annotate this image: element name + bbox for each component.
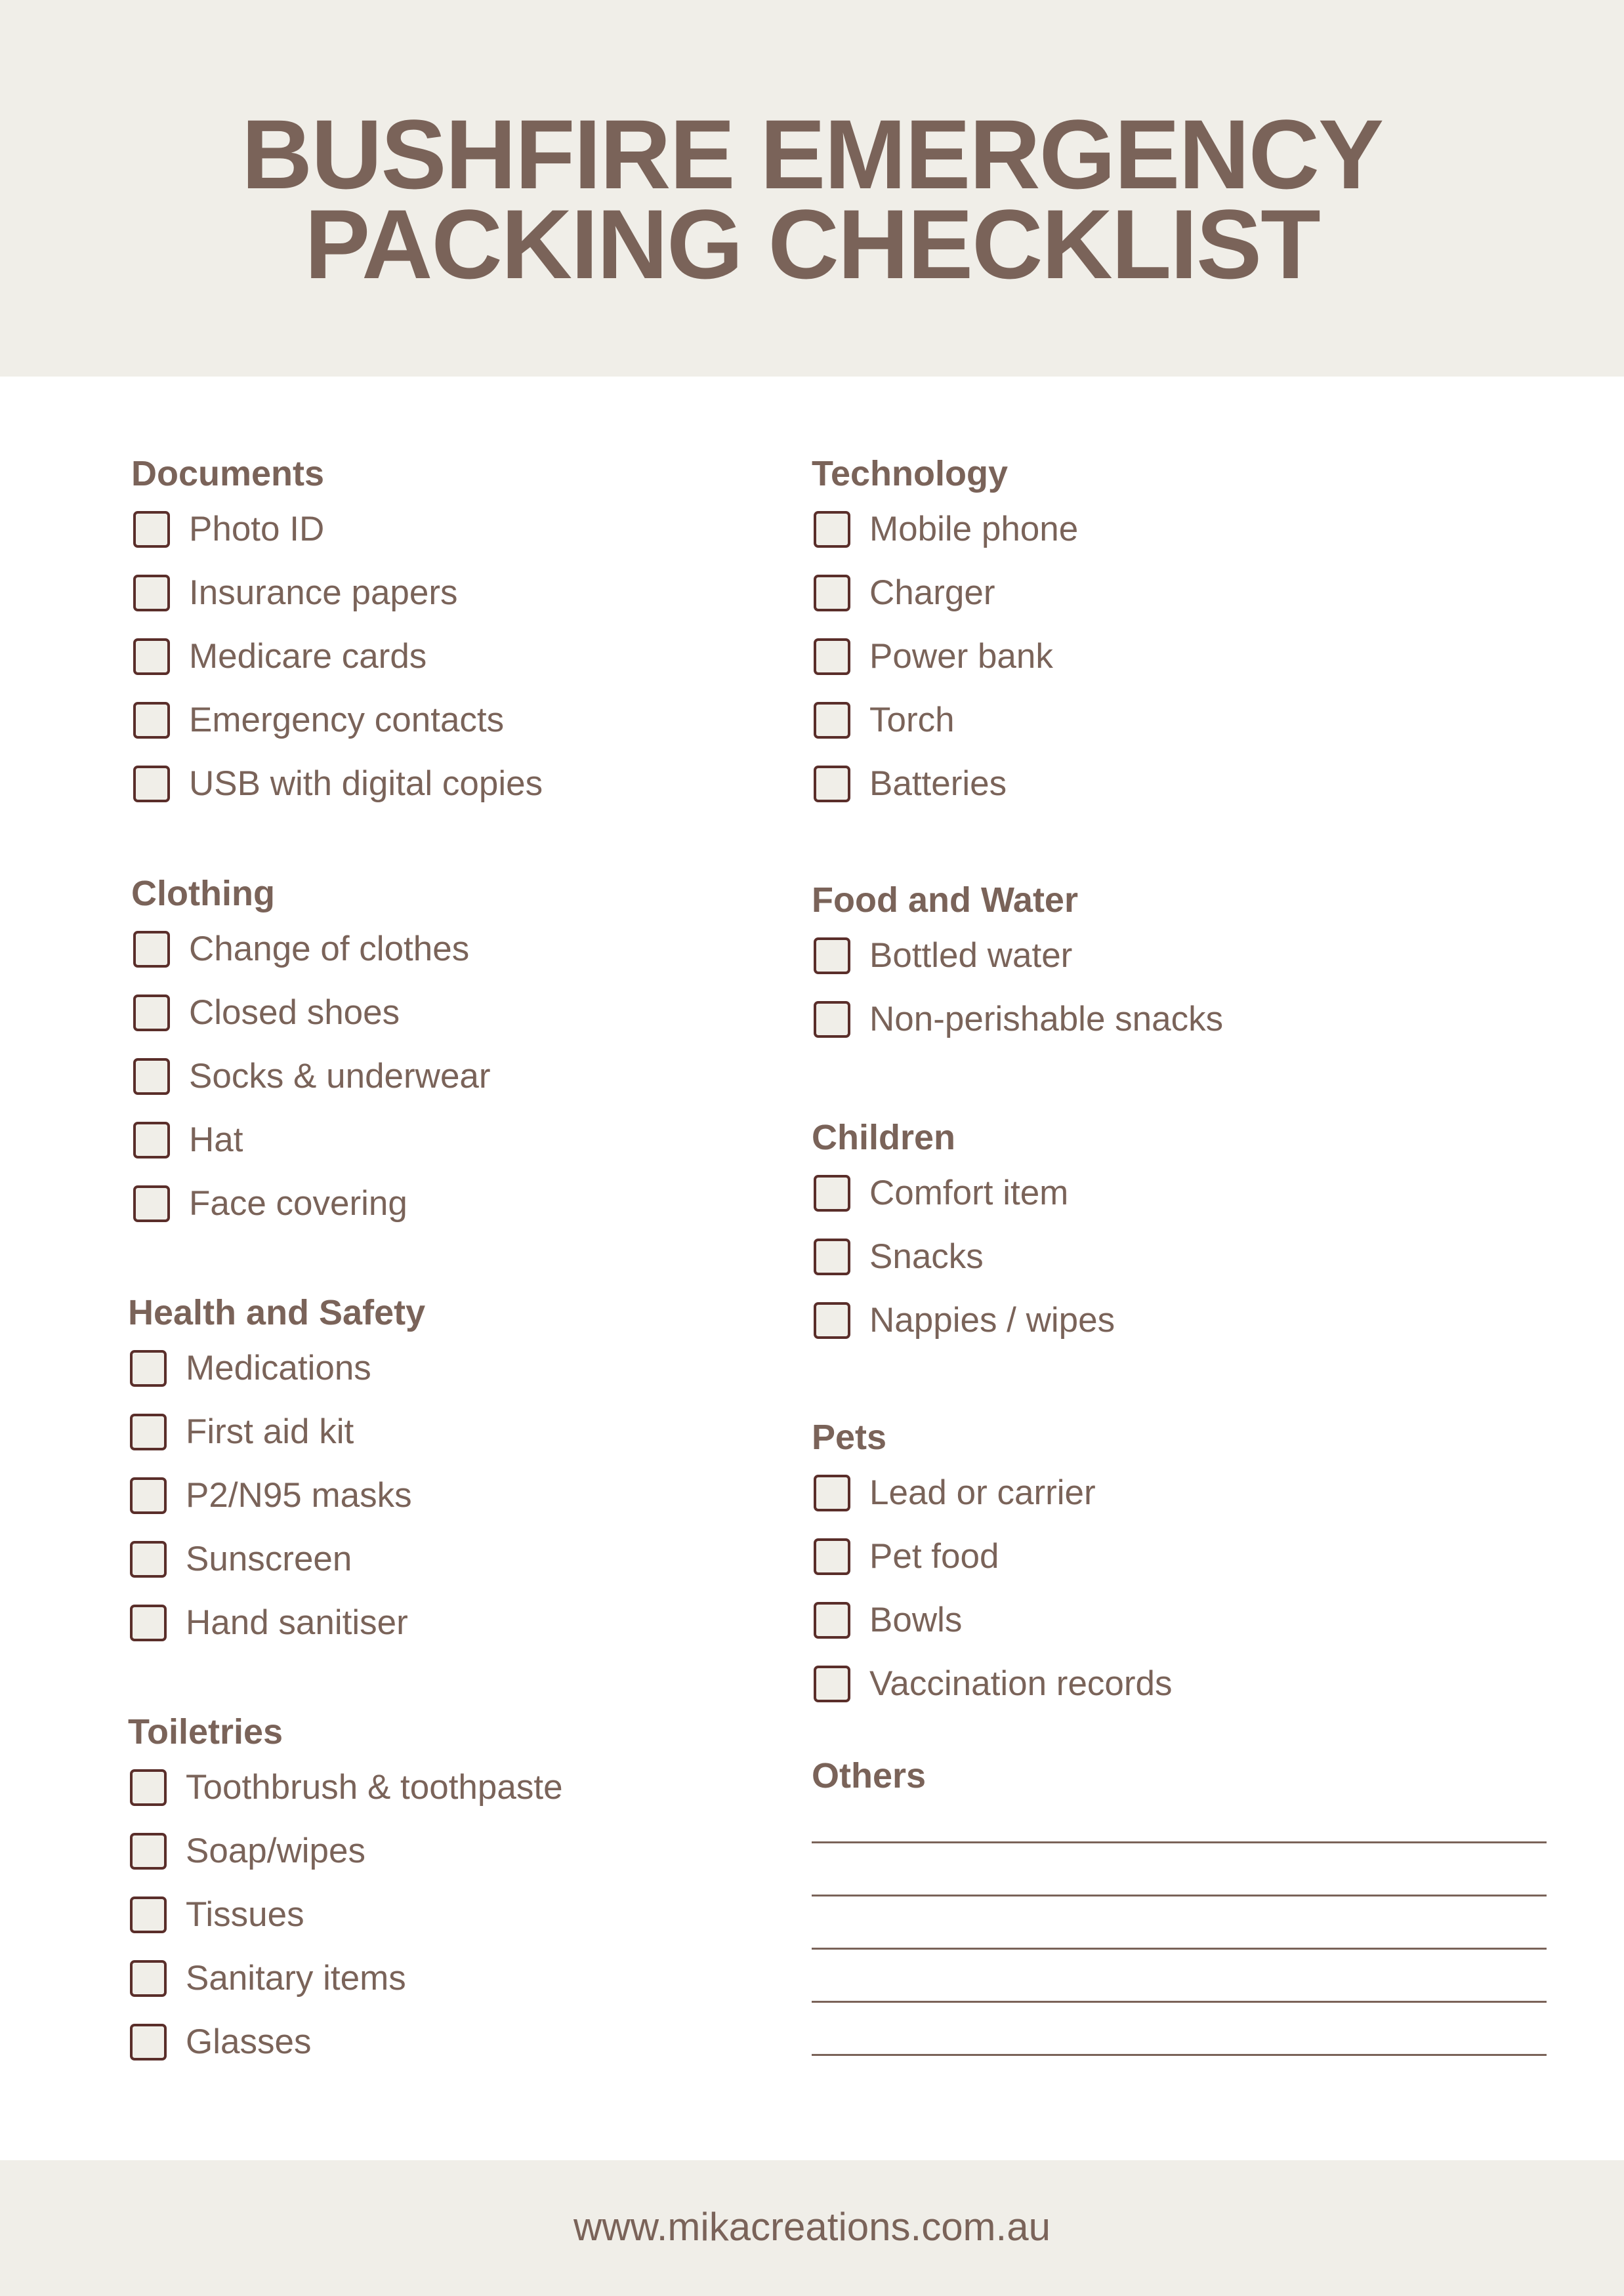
checkbox[interactable] xyxy=(814,1602,850,1639)
checklist-item[interactable] xyxy=(812,702,1008,766)
item-label: USB with digital copies xyxy=(189,764,543,803)
page-title-line2: PACKING CHECKLIST xyxy=(304,189,1320,299)
item-label: Sunscreen xyxy=(186,1540,352,1578)
checklist-item[interactable] xyxy=(131,1184,407,1249)
item-label: Emergency contacts xyxy=(189,701,505,739)
section-heading: Technology xyxy=(812,454,1009,493)
item-label: Bowls xyxy=(869,1601,963,1639)
checkbox[interactable] xyxy=(133,931,170,968)
write-in-line[interactable] xyxy=(812,2054,1547,2056)
item-label: Sanitary items xyxy=(186,1959,406,1998)
checklist-item[interactable] xyxy=(131,993,400,1058)
checkbox[interactable] xyxy=(814,1239,850,1275)
checklist-item[interactable] xyxy=(812,575,1008,638)
checkbox[interactable] xyxy=(814,1001,850,1038)
section-heading: Food and Water xyxy=(812,880,1078,920)
checkbox[interactable] xyxy=(814,1175,850,1212)
item-label: Soap/wipes xyxy=(186,1832,366,1870)
page-title-line1: BUSHFIRE EMERGENCY xyxy=(241,99,1383,209)
section-heading: Others xyxy=(812,1756,927,1795)
checkbox[interactable] xyxy=(814,1666,850,1702)
section-technology xyxy=(812,451,1079,829)
checklist-item[interactable] xyxy=(812,1537,999,1602)
checklist-item[interactable] xyxy=(812,1174,1069,1239)
checkbox[interactable] xyxy=(133,766,170,802)
item-label: Tissues xyxy=(186,1895,304,1934)
checklist-item[interactable] xyxy=(128,1477,425,1541)
checkbox[interactable] xyxy=(130,1605,167,1641)
item-label: Charger xyxy=(869,573,995,612)
section-toiletries xyxy=(128,1709,563,2087)
checkbox[interactable] xyxy=(130,1769,167,1806)
checklist-item[interactable] xyxy=(812,637,1053,702)
section-health-and-safety xyxy=(128,1290,425,1668)
checkbox[interactable] xyxy=(814,638,850,675)
checklist-item[interactable] xyxy=(128,2022,312,2087)
checkbox[interactable] xyxy=(814,575,850,611)
item-label: Photo ID xyxy=(189,510,325,548)
item-label: Snacks xyxy=(869,1237,984,1276)
item-label: Non-perishable snacks xyxy=(869,1000,1224,1038)
write-in-line[interactable] xyxy=(812,1841,1547,1843)
item-label: Medicare cards xyxy=(189,637,427,676)
checkbox[interactable] xyxy=(130,1350,167,1387)
checklist-item[interactable] xyxy=(812,1664,1173,1729)
checklist-item[interactable] xyxy=(812,937,1078,1001)
checkbox[interactable] xyxy=(130,1960,167,1997)
checklist-item[interactable] xyxy=(131,930,470,994)
section-children xyxy=(812,1115,1115,1366)
item-label: Hand sanitiser xyxy=(186,1603,408,1642)
item-label: Lead or carrier xyxy=(869,1473,1096,1512)
checkbox[interactable] xyxy=(130,1833,167,1870)
checklist-item[interactable] xyxy=(812,766,1008,829)
item-label: Bottled water xyxy=(869,936,1073,975)
write-in-line[interactable] xyxy=(812,2001,1547,2003)
checkbox[interactable] xyxy=(133,1185,170,1222)
item-label: Pet food xyxy=(869,1537,999,1576)
checklist-item[interactable] xyxy=(812,1301,1115,1366)
checkbox[interactable] xyxy=(814,1302,850,1339)
section-documents xyxy=(131,451,543,829)
section-heading: Clothing xyxy=(131,874,275,913)
section-food-and-water xyxy=(812,877,1224,1065)
checklist-item[interactable] xyxy=(131,1057,491,1122)
checkbox[interactable] xyxy=(130,1896,167,1933)
checkbox[interactable] xyxy=(130,1477,167,1514)
item-label: Vaccination records xyxy=(869,1664,1173,1703)
item-label: P2/N95 masks xyxy=(186,1476,412,1515)
item-label: Torch xyxy=(869,701,955,739)
item-label: Power bank xyxy=(869,637,1053,676)
item-label: Mobile phone xyxy=(869,510,1079,548)
section-clothing xyxy=(131,871,491,1249)
checkbox[interactable] xyxy=(133,1122,170,1158)
checkbox[interactable] xyxy=(814,937,850,974)
checkbox[interactable] xyxy=(130,1541,167,1578)
item-label: Medications xyxy=(186,1349,371,1387)
checklist-item[interactable] xyxy=(812,1237,984,1302)
checkbox[interactable] xyxy=(133,575,170,611)
section-heading: Pets xyxy=(812,1418,887,1457)
item-label: Face covering xyxy=(189,1184,407,1223)
checklist-item[interactable] xyxy=(812,1601,963,1666)
checklist-item[interactable] xyxy=(128,1350,425,1414)
section-heading: Health and Safety xyxy=(128,1293,426,1332)
section-heading: Documents xyxy=(131,454,325,493)
checklist-item[interactable] xyxy=(131,637,427,702)
checkbox[interactable] xyxy=(133,638,170,675)
item-label: Nappies / wipes xyxy=(869,1301,1115,1340)
write-in-line[interactable] xyxy=(812,1948,1547,1950)
checkbox[interactable] xyxy=(814,702,850,739)
section-heading: Children xyxy=(812,1118,956,1157)
item-label: Toothbrush & toothpaste xyxy=(186,1768,563,1807)
item-label: Closed shoes xyxy=(189,993,400,1032)
item-label: Change of clothes xyxy=(189,930,470,968)
item-label: First aid kit xyxy=(186,1412,354,1451)
section-heading: Toiletries xyxy=(128,1712,283,1752)
checklist-item[interactable] xyxy=(812,1000,1224,1065)
checklist-item[interactable] xyxy=(131,1122,275,1185)
item-label: Batteries xyxy=(869,764,1007,803)
item-label: Socks & underwear xyxy=(189,1057,491,1096)
checkbox[interactable] xyxy=(133,702,170,739)
write-in-line[interactable] xyxy=(812,1895,1547,1896)
checklist-item[interactable] xyxy=(128,1605,425,1668)
checklist-item[interactable] xyxy=(131,764,543,829)
checkbox[interactable] xyxy=(133,511,170,548)
checklist-item[interactable] xyxy=(128,1832,366,1896)
checklist-item[interactable] xyxy=(128,1541,425,1605)
checkbox[interactable] xyxy=(814,511,850,548)
checkbox[interactable] xyxy=(814,1538,850,1575)
checkbox[interactable] xyxy=(814,766,850,802)
checklist-item[interactable] xyxy=(128,1959,406,2024)
checklist-item[interactable] xyxy=(128,1414,425,1477)
checklist-item[interactable] xyxy=(812,510,1079,575)
footer-url: www.mikacreations.com.au xyxy=(573,2205,1051,2249)
checklist-item[interactable] xyxy=(131,511,324,575)
checkbox[interactable] xyxy=(130,2024,167,2060)
checkbox[interactable] xyxy=(130,1414,167,1450)
checkbox[interactable] xyxy=(814,1475,850,1511)
checklist-item[interactable] xyxy=(812,1473,1096,1538)
item-label: Hat xyxy=(189,1120,243,1159)
checklist-item[interactable] xyxy=(131,573,458,638)
checklist-item[interactable] xyxy=(128,1895,304,1960)
item-label: Glasses xyxy=(186,2022,312,2061)
item-label: Insurance papers xyxy=(189,573,458,612)
section-pets xyxy=(812,1414,1173,1729)
item-label: Comfort item xyxy=(869,1174,1069,1212)
checklist-item[interactable] xyxy=(131,701,505,766)
section-others xyxy=(812,1753,926,1813)
checkbox[interactable] xyxy=(133,994,170,1031)
checklist-item[interactable] xyxy=(128,1768,563,1833)
checkbox[interactable] xyxy=(133,1058,170,1095)
